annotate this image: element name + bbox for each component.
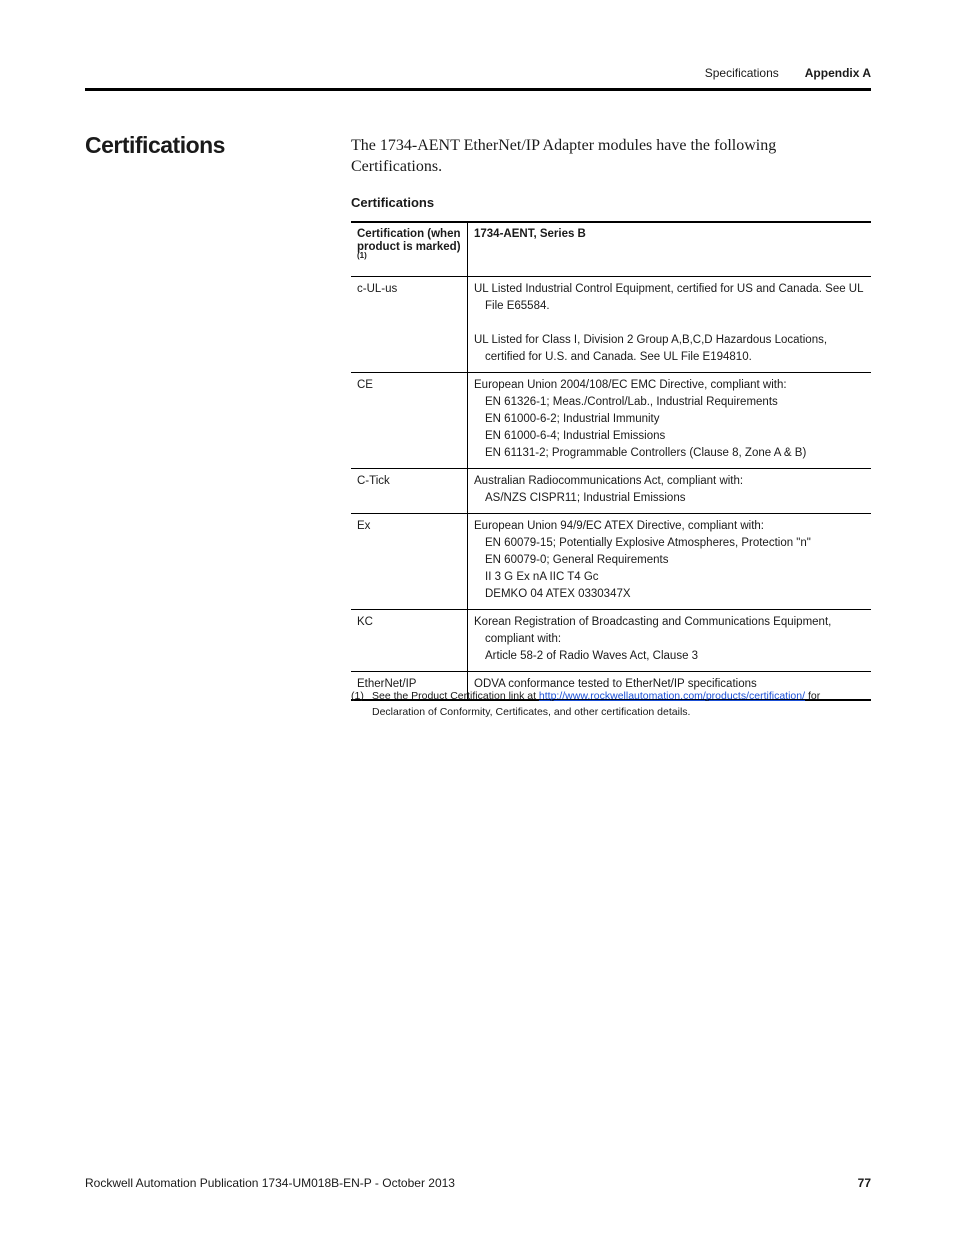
page-number: 77	[857, 1176, 871, 1190]
detail-line: Article 58-2 of Radio Waves Act, Clause 3	[485, 650, 699, 662]
running-header	[705, 66, 871, 80]
detail-line: ODVA conformance tested to EtherNet/IP specifications	[474, 678, 757, 690]
intro-paragraph: The 1734-AENT EtherNet/IP Adapter modules have the following Certifications.	[351, 137, 777, 175]
page-title: Certifications	[85, 132, 225, 158]
cert-detail-cell	[468, 610, 872, 672]
cert-name-cell: Ex	[351, 514, 468, 610]
cert-detail-cell	[468, 373, 872, 469]
cert-name-cell: KC	[351, 610, 468, 672]
detail-line: UL Listed Industrial Control Equipment, certified for US and Canada. See UL File E65584.	[474, 283, 864, 312]
footnote-number: (1)	[351, 690, 364, 702]
header-rule	[85, 88, 871, 91]
detail-line: Australian Radiocommunications Act, compliant with:	[474, 475, 744, 487]
column-header-certification-text: Certification (when product is marked)	[357, 228, 461, 253]
footnote-pre: See the Product Certification link at	[372, 690, 539, 702]
column-header-series: 1734-AENT, Series B	[474, 228, 586, 240]
detail-line: EN 61000-6-2; Industrial Immunity	[485, 413, 660, 425]
table-row	[351, 610, 871, 672]
header-section-label: Specifications	[704, 66, 779, 80]
table-header-row	[351, 222, 871, 277]
cert-detail-cell	[468, 514, 872, 610]
certification-link[interactable]: http://www.rockwellautomation.com/products/certification/	[538, 690, 806, 702]
cert-detail-cell	[468, 277, 872, 373]
footnote-ref: (1)	[357, 251, 367, 261]
detail-line: II 3 G Ex nA IIC T4 Gc	[485, 571, 599, 583]
table-caption: Certifications	[351, 195, 435, 210]
detail-line: AS/NZS CISPR11; Industrial Emissions	[485, 492, 686, 504]
detail-spacer	[474, 315, 865, 332]
detail-line: DEMKO 04 ATEX 0330347X	[485, 588, 631, 600]
cert-name-cell: c-UL-us	[351, 277, 468, 373]
cert-detail-cell	[468, 469, 872, 514]
detail-line: EN 61000-6-4; Industrial Emissions	[485, 430, 666, 442]
header-appendix-label: Appendix A	[804, 66, 871, 80]
footnote-post: for Declaration of Conformity, Certificates, and other certification details.	[372, 690, 821, 718]
detail-line: EN 61131-2; Programmable Controllers (Clause 8, Zone A & B)	[485, 447, 807, 459]
table-row	[351, 469, 871, 514]
detail-line: EN 61326-1; Meas./Control/Lab., Industrial Requirements	[485, 396, 778, 408]
cert-name-cell: C-Tick	[351, 469, 468, 514]
footnote-text	[351, 688, 871, 720]
detail-line: European Union 2004/108/EC EMC Directive, compliant with:	[474, 379, 787, 391]
detail-line: Korean Registration of Broadcasting and Communications Equipment, compliant with:	[474, 616, 832, 645]
detail-line: European Union 94/9/EC ATEX Directive, compliant with:	[474, 520, 764, 532]
table-row	[351, 277, 871, 373]
detail-line: UL Listed for Class I, Division 2 Group A,B,C,D Hazardous Locations, certified for U.S. and Canada. See UL File E194810.	[474, 334, 828, 363]
cert-name-cell: CE	[351, 373, 468, 469]
certifications-table	[351, 221, 871, 701]
column-header-certification	[351, 222, 468, 277]
table-row	[351, 373, 871, 469]
table-footnote	[351, 688, 871, 720]
detail-line: EN 60079-15; Potentially Explosive Atmospheres, Protection "n"	[485, 537, 811, 549]
cert-name-cell: EtherNet/IP	[351, 672, 468, 701]
detail-line: EN 60079-0; General Requirements	[485, 554, 669, 566]
footer-publication: Rockwell Automation Publication 1734-UM018B-EN-P - October 2013	[85, 1176, 455, 1190]
table-row	[351, 514, 871, 610]
